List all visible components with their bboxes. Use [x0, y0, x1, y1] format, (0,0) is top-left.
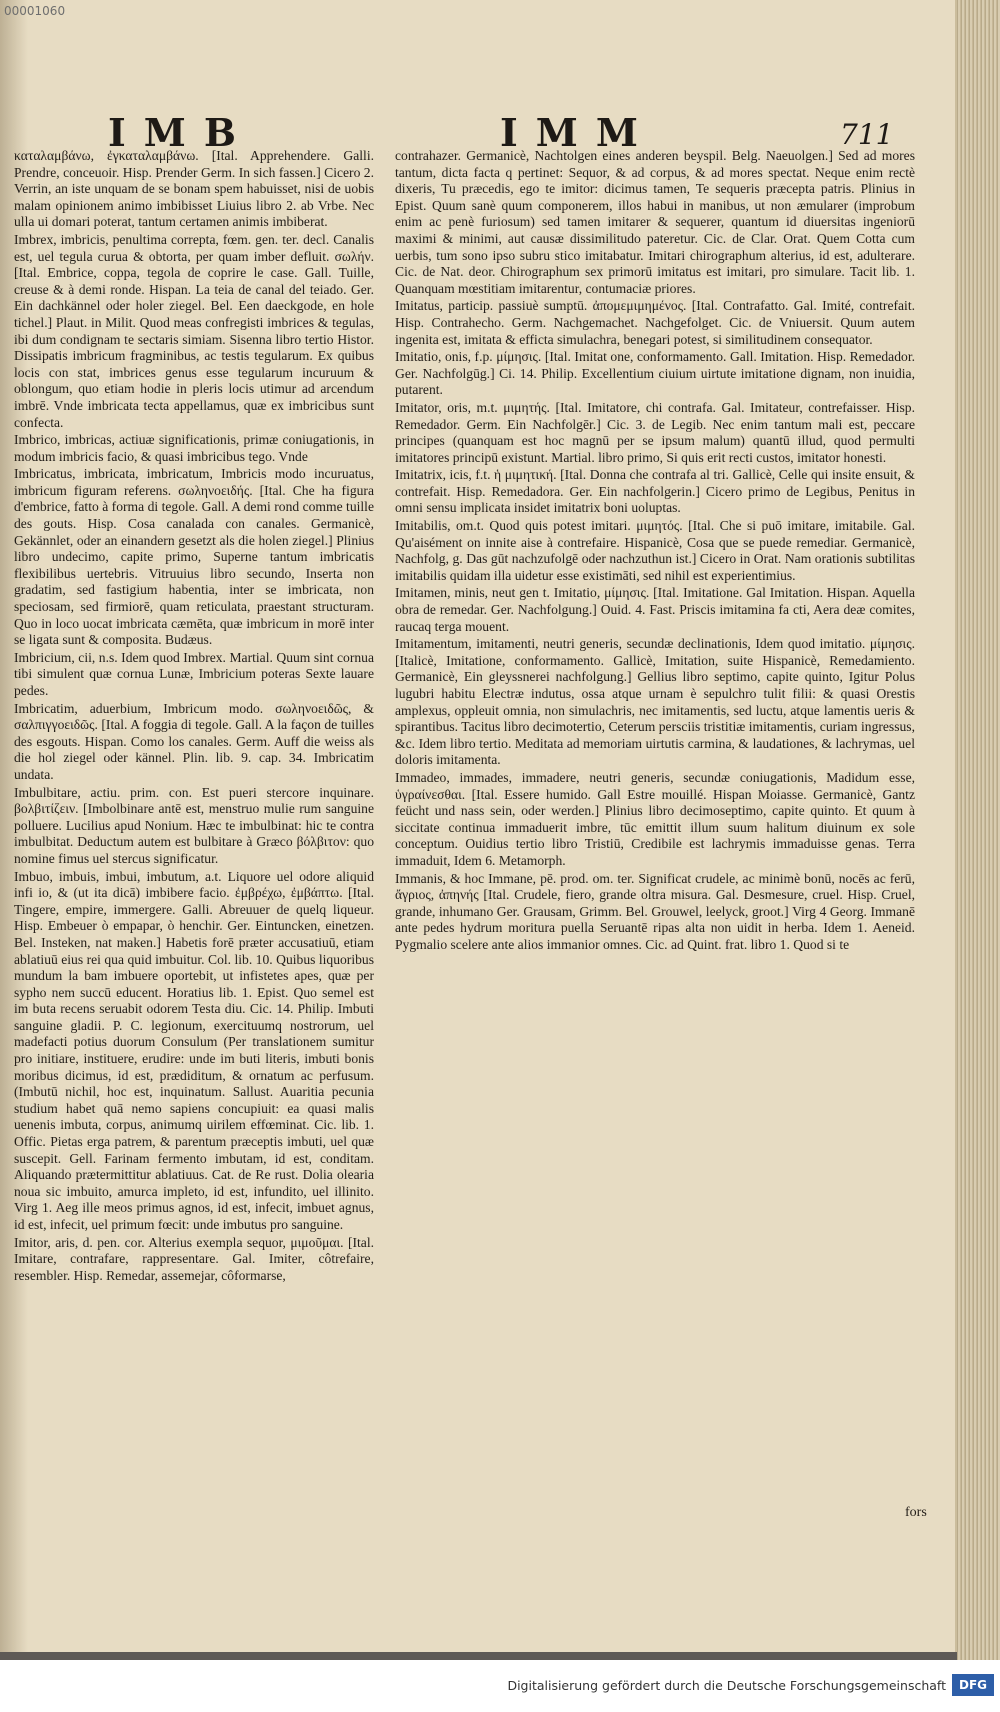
dictionary-entry: Imbuo, imbuis, imbui, imbutum, a.t. Liquore uel odore aliquid infi io, & (ut ita dicā) imbibere facio. ἐμβρέχω, ἐμβάπτω. [Ital. Tingere, empire, immergere. Galli. Abreuuer de quelq liqueur. Hisp. Embeuer ò empapar, ò henchir. Ger. Eintuncken, einetzen. Bel. Insteken, nat maken.] Habetis forē præter accusatiuū, etiam ablatiuū eius rei qua quid imbuitur. Col. lib. 10. Quibus liquoribus mundum la bam imbuere oportebit, ut infistetes apes, quæ per sypho nem succū educent. Horatius lib. 1. Epist. Quo semel est im buta recens seruabit odorem Testa diu. Cic. 14. Philip. Imbuti sanguine gladii. P. C. legionum, exercituumq nostrorum, uel madefacti potius duorum Consulum (Per translationem sumitur pro initiare, instituere, erudire: unde im buti literis, imbuti bonis moribus dicimus, id est, prædiditum, & ornatum ac perfusum. (Imbutū nichil, hoc est, inquinatum. Sallust. Auaritia pecunia studium habet quā nemo sapiens concupiuit: ea quasi malis uenenis imbuta, corpus, animumq uirilem effœminat. Cic. lib. 1. Offic. Pietas erga patrem, & parentum præceptis imbuti, uel quæ suscepit. Gell. Farinam fermento imbutam, id est, conditam. Aliquando prætermittitur ablatiuus. Cat. de Re rust. Dolia olearia noua sic imbuito, amurca impleto, id est, infundito, uel illinito. Virg 1. Aeg ille meos primus agnos, id est, infecit, imbuet agnus, id est, infecit, uel primum fœcit: unde imbutus pro sanguine. [14, 868, 374, 1232]
dictionary-entry: Imbrico, imbricas, actiuæ significationis, primæ coniugationis, in modum imbricis facio, & quasi imbricibus tego. Vnde [14, 432, 374, 464]
dictionary-entry: contrahazer. Germanicè, Nachtolgen eines anderen beyspil. Belg. Naeuolgen.] Sed ad mores tantum, dicta facta q pertinet: Sequor, & ad corpus, & ad mores spectat. Neque enim rectè dixeris, Tu præcedis, ego te imitor: dicimus tamen, Te sequeris præcepta patris. Plinius in Epist. Quum sanè quum componerem, illos habui in manibus, ut non æmularer (improbum enim ac penè furiosum) sed tamen imitarer & sequerer, quantum id diuersitas ingeniorū maximi & minimi, aut causæ dissimilitudo pateretur. Cic. de Clar. Orat. Quem Cotta cum uerbis, tum sono ipso subru stico imitabatur. Imitari chirographum alterius, id est, adulterare. Cic. de Nat. deor. Chirographum sex primorū imitatus est imitari, pro simulare. Tacit lib. 1. Quanquam mœstitiam imitarentur, contumaciæ priores. [395, 148, 915, 296]
book-fore-edge [957, 0, 1000, 1660]
dictionary-entry: καταλαμβάνω, ἐγκαταλαμβάνω. [Ital. Apprehendere. Galli. Prendre, conceuoir. Hisp. Prender Germ. In sich fassen.] Cicero 2. Verrin, an iste unquam de se bonam spem habuisset, nisi de uobis malam opinionem animo imbibisset Liuius libro 2. ab Vrbe. Nec ulla ui domari poterat, tantum certamen animis imbiberat. [14, 148, 374, 230]
dfg-logo: DFG [952, 1674, 994, 1696]
funding-credit: Digitalisierung gefördert durch die Deutsche Forschungsgemeinschaft [507, 1678, 946, 1693]
dictionary-entry: Imitatrix, icis, f.t. ἡ μιμητική. [Ital. Donna che contrafa al tri. Gallicè, Celle qui insite ensuit, & contrefait. Hisp. Remedadora. Ger. Ein nachfolgerin.] Cicero primo de Legibus, Penitus in omni sensu implicata insidet imitatrix boni uoluptas. [395, 467, 915, 516]
dictionary-entry: Immadeo, immades, immadere, neutri generis, secundæ coniugationis, Madidum esse, ὑγραίνεσθαι. [Ital. Essere humido. Gall Estre mouillé. Hispan Moiasse. Germanicè, Gantz feücht und nass sein, oder werden.] Plinius libro decimoseptimo, capite quinto. Et quum à siccitate continua immaduerit imbre, tūc emittit illum suum halitum diuinum ex sole conceptum. Ouidius tertio libro Tristiū, Credibile est lachrymis immaduisse genas. Terra immaduit, Idem 6. Metamorph. [395, 769, 915, 868]
dictionary-entry: Imbrex, imbricis, penultima correpta, fœm. gen. ter. decl. Canalis est, uel tegula curua & obtorta, per quam imber defluit. σωλήν. [Ital. Embrice, coppa, tegola de coprire le case. Gall. Tuille, creuse & à demi ronde. Hispan. La teia de canal del teiado. Ger. Ein dachkännel oder holer ziegel. Bel. Een daeckgode, en hole tichel.] Plaut. in Milit. Quod meas confregisti imbrices & tegulas, ibi dum condignam te sectaris simiam. Sisenna libro tertio Histor. Dissipatis imbricum fragminibus, ac testis tegularum. Ex quibus locis con stat, imbrices genus esse tegularum incuruum & oblongum, quo etiam hodie in pleris locis utimur ad arcendum imbrē. Vnde imbricata tecta appellamus, quæ ex imbricibus sunt confecta. [14, 231, 374, 430]
dictionary-entry: Imitamentum, imitamenti, neutri generis, secundæ declinationis, Idem quod imitatio. μίμησις. [Italicè, Imitatione, conformamento. Gallicè, Imitation, suite Hispanicè, Remedamiento. Germanicè, Ein gleyssnerei nachfolgung.] Gellius libro septimo, capite quinto, Igitur Polus lugubri habitu Electræ indutus, ossa atque urnam è sepulchro tulit filii: & quasi Orestis amplexus, oppleuit omnia, non simulachris, nec imitamentis, sed luctu, atque lamentis ueris & spirantibus. Tacitus libro decimotertio, Ceterum persciis tristitiæ imitamentis, curiam ingressus, &c. Idem libro tertio. Meditata ad memoriam uirtutis carmina, & laudationes, & lachrymas, uel doloris imitamenta. [395, 636, 915, 768]
dictionary-entry: Imitabilis, om.t. Quod quis potest imitari. μιμητός. [Ital. Che si puō imitare, imitabile. Gal. Qu'aisément on innite aise à contrefaire. Hispanicè, Cosa que se puede remediar. Germanicè, Nachfolg, g. Das gūt nachzufolgē oder nachzuthun ist.] Cicero in Orat. Nam orationis subtilitas imitabilis quidam illa uidetur esse existimāti, sed nihil est experientimius. [395, 518, 915, 583]
running-head-right: IMM [500, 110, 656, 155]
dictionary-entry: Imitamen, minis, neut gen t. Imitatio, μίμησις. [Ital. Imitatione. Gal Imitation. Hispan. Aquella obra de remedar. Ger. Nachfolgung.] Ouid. 4. Fast. Priscis imitamina fa cti, Aera deæ comites, raucaq terga mouent. [395, 585, 915, 634]
dictionary-entry: Imbricatus, imbricata, imbricatum, Imbricis modo incuruatus, imbricum figuram referens. σωληνοειδής. [Ital. Che ha figura d'embrice, fatto à forma di tegole. Gall. A demi rond comme tuille des gouts. Hisp. Cosa canalada con canales. Germanicè, Gekännlet, oder an einandern gesetzt als die holen ziegel.] Plinius libro undecimo, capite primo, Superne tantum imbricatis flexibilibus uertebris. Vitruuius libro secundo, Inserta non gradatim, sed fastigium habentia, inter se imbricata, non speciosam, sed firmiorē, quam reticulata, praestant structuram. Quo in loco uocat imbricata cæmēta, quæ imbricum in morē inter se ligata sunt & composita. Budæus. [14, 466, 374, 648]
catchword: fors [905, 1505, 927, 1520]
dictionary-entry: Imitatus, particip. passiuè sumptū. ἀπομεμιμημένος. [Ital. Contrafatto. Gal. Imité, contrefait. Hisp. Contrahecho. Germ. Nachgemachet. Nachgefolget. Cic. de Vniuersit. Quum autem ingenita est, imitata & efficta simulachra, benegari potest, si similitudinem consequator. [395, 298, 915, 347]
page-number: 711 [840, 118, 894, 151]
dictionary-entry: Imitatio, onis, f.p. μίμησις. [Ital. Imitat one, conformamento. Gall. Imitation. Hisp. Remedador. Ger. Nachfolgūg.] Ci. 14. Philip. Excellentium ciuium uirtute imitatione dignam, non inuidia, putarent. [395, 349, 915, 398]
running-head-left: IMB [108, 110, 254, 155]
dictionary-entry: Imitor, aris, d. pen. cor. Alterius exempla sequor, μιμοῦμαι. [Ital. Imitare, contrafare, rappresentare. Gal. Imiter, côtrefaire, resembler. Hisp. Remedar, assemejar, côformarse, [14, 1234, 374, 1283]
dictionary-entry: Imbulbitare, actiu. prim. con. Est pueri stercore inquinare. βολβιτίζειν. [Imbolbinare antē est, menstruo mulie rum sanguine polluere. Lucilius apud Nonium. Hæc te imbulbinat: hic te contra imbulbitat. Deductum autem est bulbitare à Græco βόλβιτον: quo nomine fimus uel stercus significatur. [14, 784, 374, 866]
left-text-column [14, 148, 374, 1493]
dictionary-entry: Immanis, & hoc Immane, pē. prod. om. ter. Significat crudele, ac minimè bonū, nocēs ac ferū, ἄγριος, ἀπηνής [Ital. Crudele, fiero, grande oltra misura. Gal. Desmesure, cruel. Hisp. Cruel, grande, inhumano Ger. Grausam, Grimm. Bel. Grouwel, leelyck, groot.] Virg 4 Georg. Immanē ante pedes hydrum moritura puella Seruantē ripas alta non uidit in herba. Idem 1. Aeneid. Pygmalio scelere ante alios immanior omnes. Cic. ad Quint. frat. libro 1. Quod si te [395, 870, 915, 952]
scan-id: 00001060 [4, 4, 66, 18]
dictionary-entry: Imitator, oris, m.t. μιμητής. [Ital. Imitatore, chi contrafa. Gal. Imitateur, contrefaisser. Hisp. Remedador. Germ. Ein Nachfolgēr.] Cic. 3. de Legib. Nec enim tantum mali est, peccare principes (quanquam est hoc magnū per se ipsum malum) quantū illud, quod permulti imitatores principū existunt. Martial. libro primo, Si quis erit recti custos, imitator honesti. [395, 399, 915, 465]
right-text-column [395, 148, 915, 1508]
dictionary-entry: Imbricium, cii, n.s. Idem quod Imbrex. Martial. Quum sint cornua tibi simulent quæ cornua Lunæ, Imbricium poteras Sexte lauare pedes. [14, 649, 374, 698]
dictionary-entry: Imbricatim, aduerbium, Imbricum modo. σωληνοειδῶς, & σαλπιγγοειδῶς. [Ital. A foggia di tegole. Gall. A la façon de tuilles des esgouts. Hispan. Como los canales. Germ. Auff die weiss als die hol ziegel oder kännel. Plin. lib. 9. cap. 34. Imbricatim undata. [14, 700, 374, 782]
footer-bar [0, 1660, 1000, 1712]
